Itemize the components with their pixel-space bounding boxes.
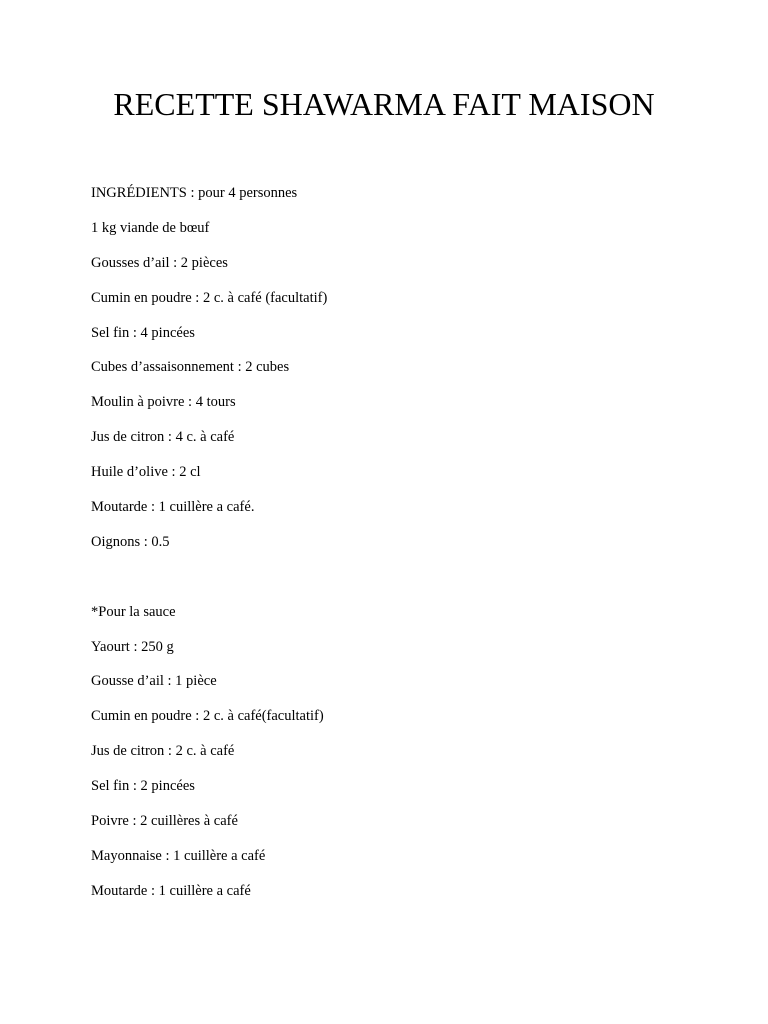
sauce-ingredient-line: Gousse d’ail : 1 pièce [91, 673, 217, 690]
sauce-ingredient-line: Poivre : 2 cuillères à café [91, 813, 238, 830]
ingredient-line: Oignons : 0.5 [91, 533, 170, 550]
sauce-ingredient-line: Sel fin : 2 pincées [91, 778, 195, 795]
ingredient-line: Sel fin : 4 pincées [91, 324, 195, 341]
ingredient-line: Moutarde : 1 cuillère a café. [91, 499, 255, 516]
sauce-ingredient-line: Cumin en poudre : 2 c. à café(facultatif) [91, 708, 324, 725]
ingredient-line: 1 kg viande de bœuf [91, 219, 210, 236]
ingredient-line: Cubes d’assaisonnement : 2 cubes [91, 359, 290, 376]
ingredient-line: Gousses d’ail : 2 pièces [91, 254, 228, 271]
sauce-ingredient-line: Mayonnaise : 1 cuillère a café [91, 847, 266, 864]
sauce-heading: *Pour la sauce [91, 603, 176, 620]
ingredient-line: Huile d’olive : 2 cl [91, 464, 201, 481]
ingredient-line: Cumin en poudre : 2 c. à café (facultatif) [91, 289, 328, 306]
sauce-ingredient-line: Jus de citron : 2 c. à café [91, 743, 235, 760]
sauce-ingredient-line: Moutarde : 1 cuillère a café [91, 882, 251, 899]
document-title: RECETTE SHAWARMA FAIT MAISON [113, 86, 655, 122]
ingredients-heading: INGRÉDIENTS : pour 4 personnes [91, 185, 298, 201]
sauce-ingredient-line: Yaourt : 250 g [91, 638, 174, 655]
ingredient-line: Jus de citron : 4 c. à café [91, 429, 235, 446]
section-spacer [91, 567, 711, 602]
ingredient-line: Moulin à poivre : 4 tours [91, 394, 236, 411]
ingredient-list [91, 183, 711, 916]
